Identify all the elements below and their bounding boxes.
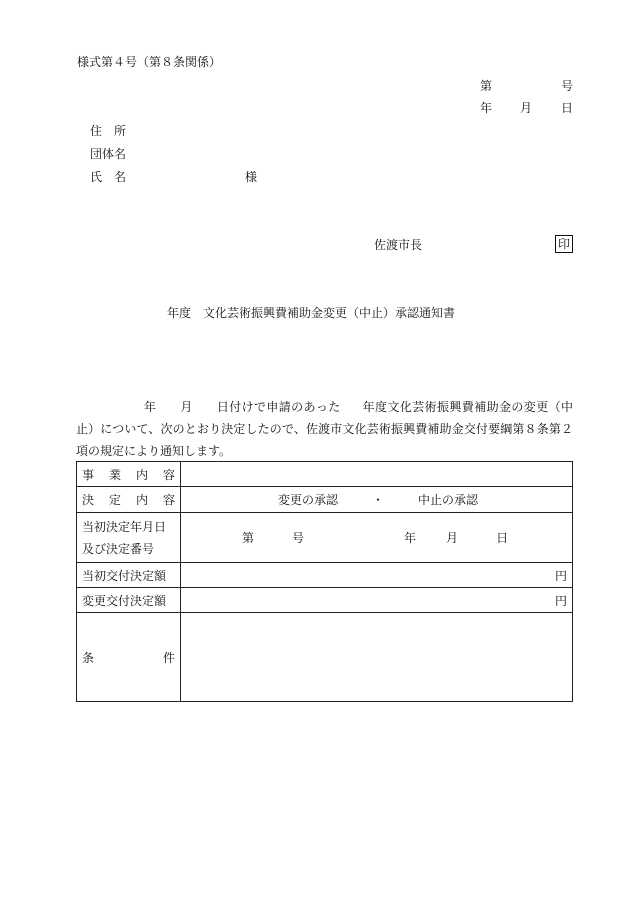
changed-grant-amount-label: 変更交付決定額 <box>77 588 181 613</box>
body-rest: 年度文化芸術振興費補助金の変更（中止）について、次のとおり決定したので、佐渡市文化芸術振興費補助金交付要綱第８条第２項の規定により通知します。 <box>76 400 573 458</box>
organization-label: 団体名 <box>90 147 127 161</box>
initial-decision-date-value: 第 号 年 月 日 <box>181 513 573 563</box>
date-day: 日 <box>561 101 574 115</box>
doc-number-suffix: 号 <box>561 79 574 93</box>
name-label: 氏名 <box>90 170 139 184</box>
option-separator: ・ <box>372 493 385 507</box>
issuer-name: 佐渡市長 <box>374 238 423 252</box>
cancel-approval-option: 中止の承認 <box>418 493 479 507</box>
table-row <box>77 563 573 588</box>
body-date-suffix: 日付けで申請のあった <box>216 400 341 414</box>
table-row <box>77 462 573 487</box>
conditions-value <box>181 613 573 702</box>
change-approval-option: 変更の承認 <box>278 493 339 507</box>
body-year: 年 <box>144 400 157 414</box>
project-content-value <box>181 462 573 487</box>
project-content-label: 事 業 内 容 <box>77 462 181 487</box>
honorific: 様 <box>245 170 258 184</box>
table-row <box>77 613 573 702</box>
changed-grant-amount-value: 円 <box>181 588 573 613</box>
body-month: 月 <box>180 400 193 414</box>
date-month: 月 <box>520 101 533 115</box>
seal-stamp: 印 <box>555 235 573 253</box>
doc-number-prefix: 第 <box>480 79 493 93</box>
address-label: 住所 <box>90 124 139 138</box>
decision-content-value <box>181 487 573 513</box>
initial-decision-date-label: 当初決定年月日 及び決定番号 <box>77 513 181 563</box>
date-year: 年 <box>480 101 493 115</box>
decision-table <box>76 461 573 702</box>
document-title: 年度 文化芸術振興費補助金変更（中止）承認通知書 <box>167 306 456 320</box>
form-number: 様式第４号（第８条関係） <box>77 55 222 69</box>
table-row <box>77 487 573 513</box>
decision-content-label: 決 定 内 容 <box>77 487 181 513</box>
conditions-label: 条 件 <box>77 613 181 702</box>
notice-body <box>76 396 573 462</box>
initial-grant-amount-label: 当初交付決定額 <box>77 563 181 588</box>
initial-grant-amount-value: 円 <box>181 563 573 588</box>
table-row <box>77 513 573 563</box>
table-row <box>77 588 573 613</box>
